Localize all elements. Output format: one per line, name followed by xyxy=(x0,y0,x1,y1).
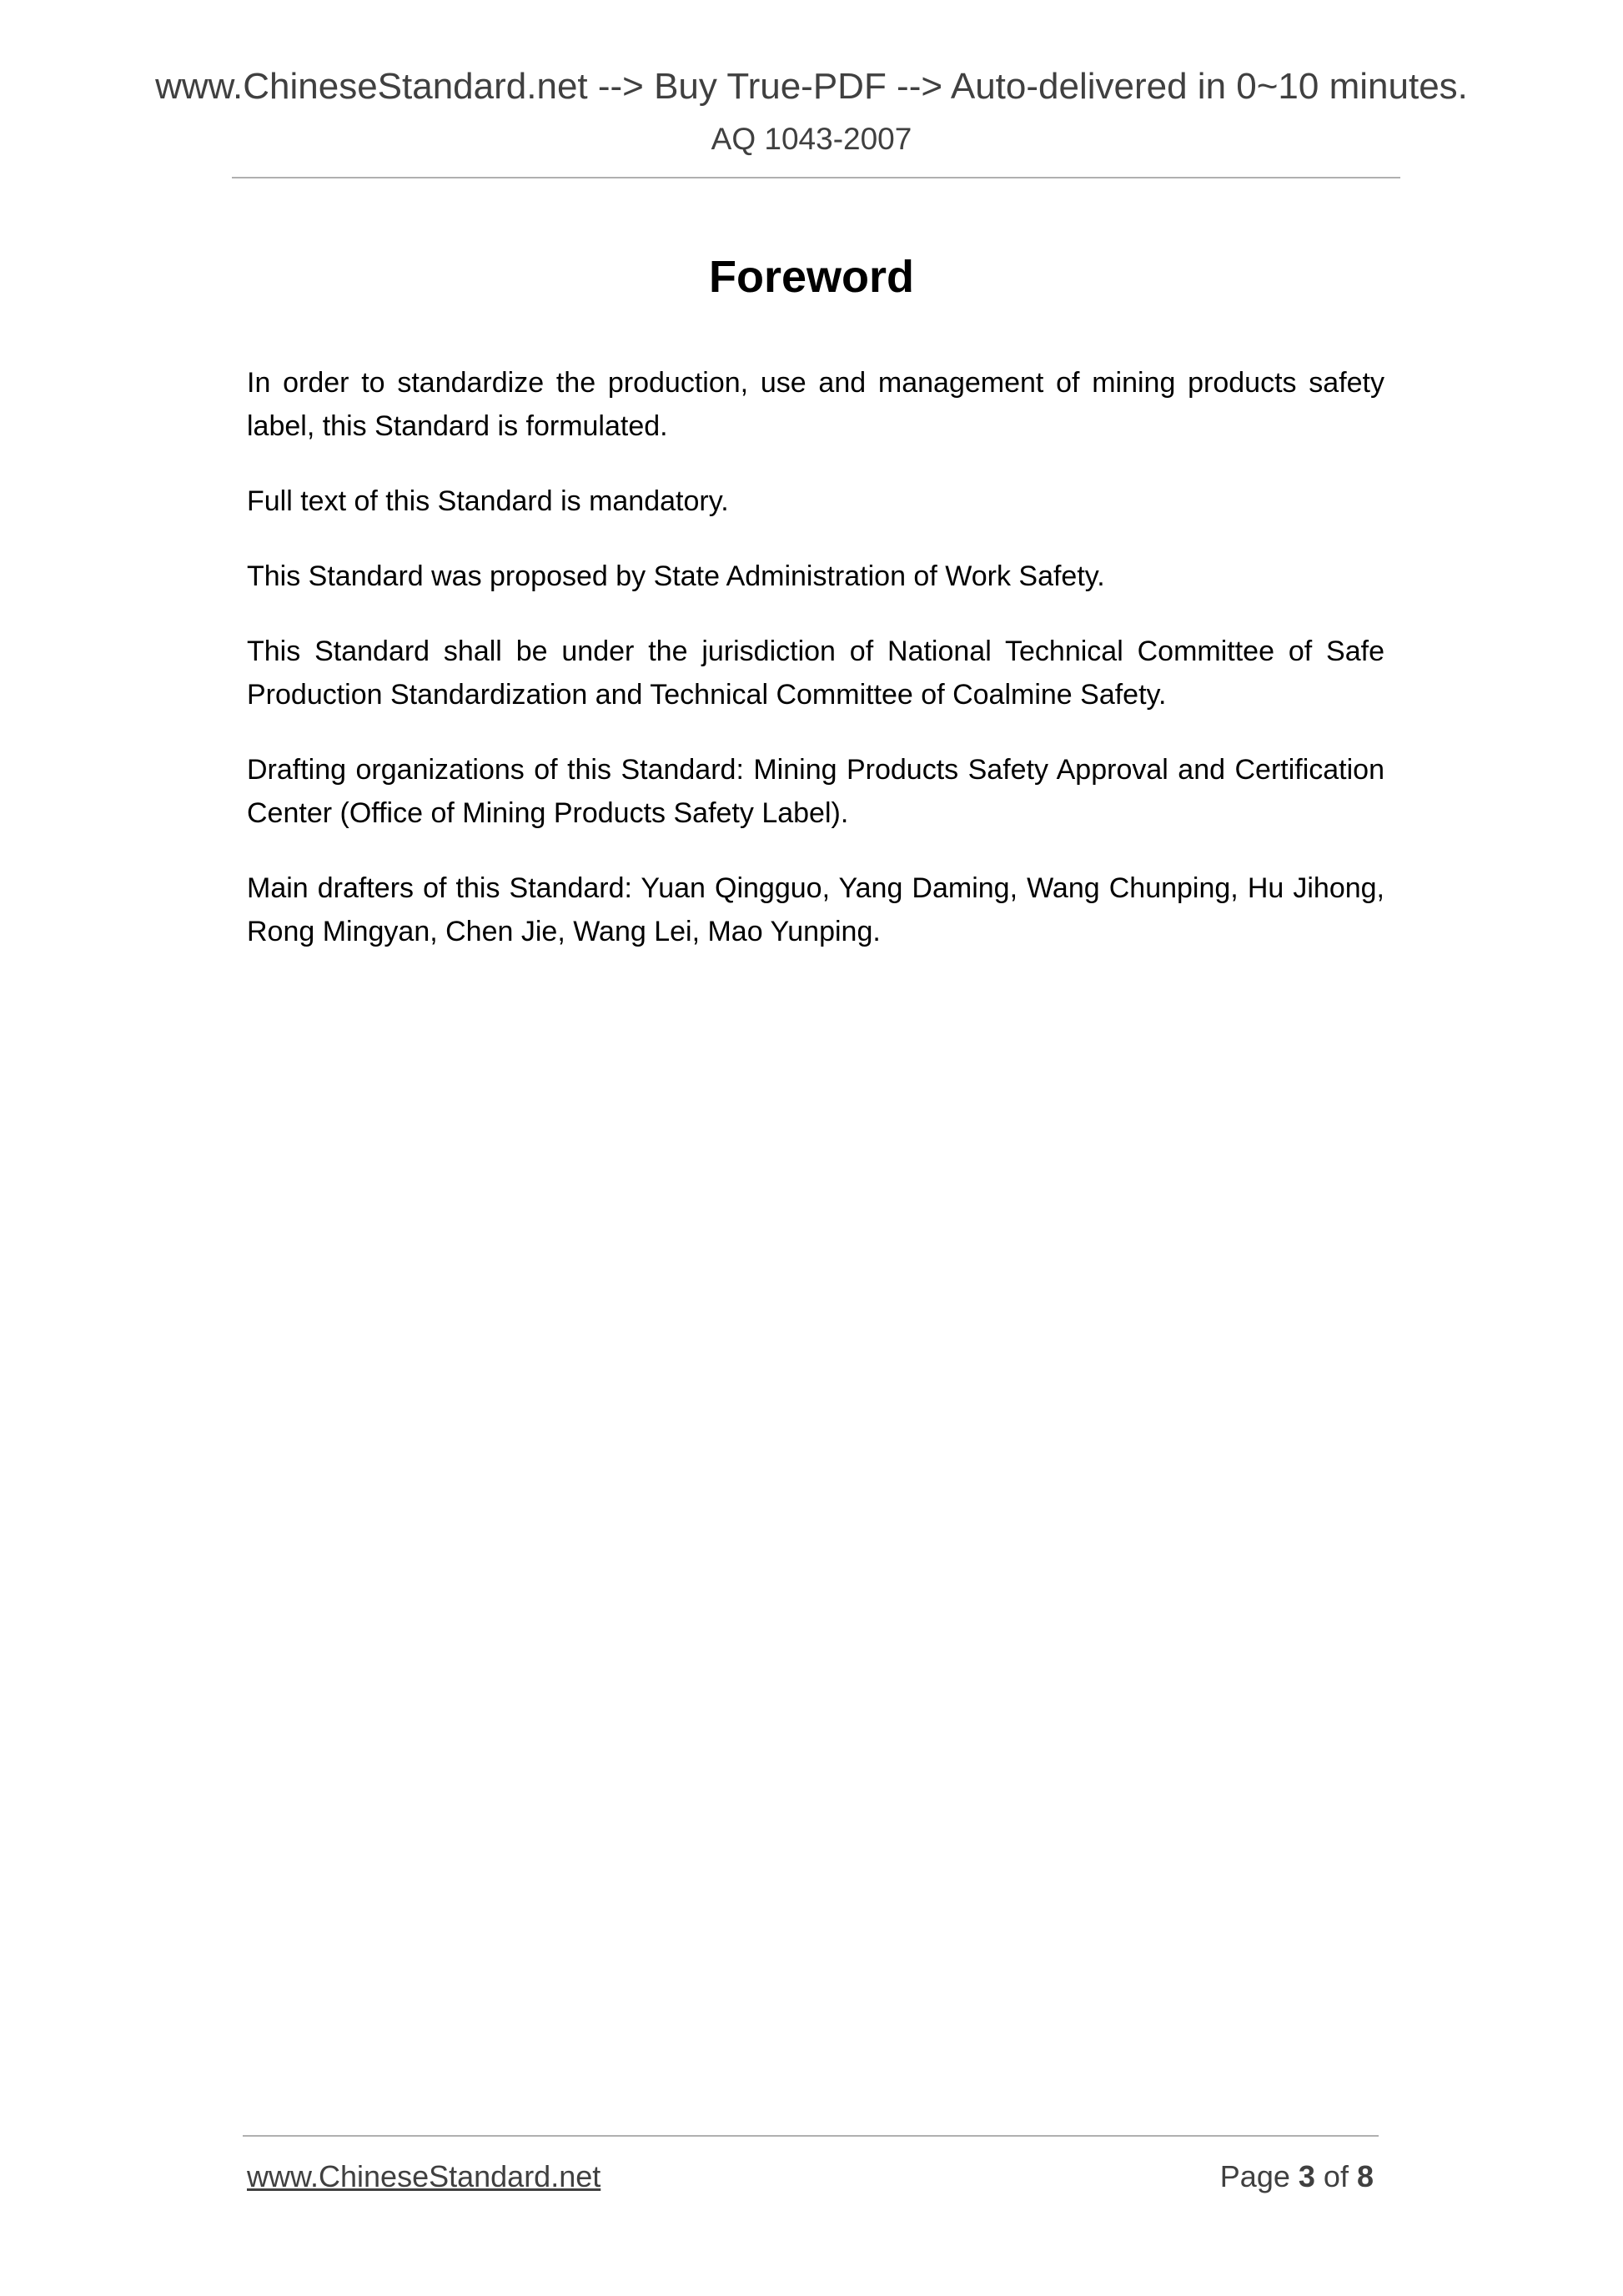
paragraph-drafting-organizations: Drafting organizations of this Standard: Mining Products Safety Approval and Certification Center (Office of Mining Products Safety Label). xyxy=(247,754,1384,829)
page-current: 3 xyxy=(1298,2159,1315,2193)
paragraph-purpose: In order to standardize the production, use and management of mining products safety label, this Standard is formulated. xyxy=(247,367,1384,442)
page-title: Foreword xyxy=(708,252,914,302)
paragraph-proposed-by: This Standard was proposed by State Administration of Work Safety. xyxy=(247,560,1105,592)
page-indicator xyxy=(1220,2158,1374,2195)
page-of: of xyxy=(1323,2159,1349,2193)
page-total: 8 xyxy=(1356,2159,1374,2193)
foreword-body xyxy=(247,361,1384,985)
paragraph-mandatory: Full text of this Standard is mandatory. xyxy=(247,485,729,517)
header-divider xyxy=(232,177,1400,178)
paragraph-main-drafters: Main drafters of this Standard: Yuan Qingguo, Yang Daming, Wang Chunping, Hu Jihong, Rong Mingyan, Chen Jie, Wang Lei, Mao Yunping. xyxy=(247,872,1384,947)
footer-site-link[interactable]: www.ChineseStandard.net xyxy=(247,2159,601,2193)
page-prefix: Page xyxy=(1219,2159,1290,2193)
paragraph-jurisdiction: This Standard shall be under the jurisdiction of National Technical Committee of Safe Production Standardization and Technical Committee of Coalmine Safety. xyxy=(247,636,1384,711)
document-code: AQ 1043-2007 xyxy=(711,122,912,156)
header-banner: www.ChineseStandard.net --> Buy True-PDF --> Auto-delivered in 0~10 minutes. xyxy=(155,66,1468,107)
footer-divider xyxy=(243,2135,1379,2137)
